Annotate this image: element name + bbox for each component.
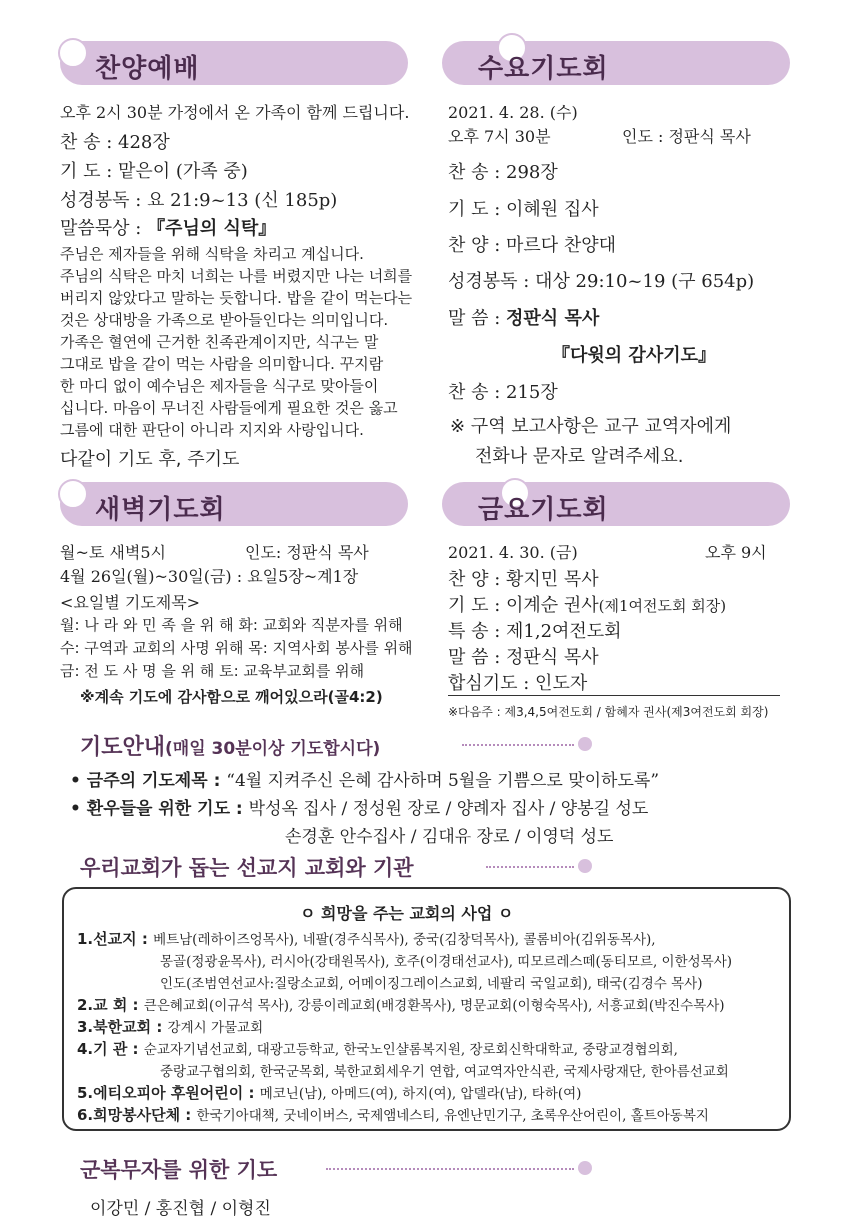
dawn-topics-header: <요일별 기도제목> (60, 593, 201, 612)
friday-prayer-title: 금요기도회 (478, 495, 609, 525)
military-title: 군복무자를 위한 기도 (80, 1158, 278, 1182)
wed-line: 성경봉독 : 대상 29:10~19 (구 654p) (448, 271, 755, 292)
fri-line (448, 591, 726, 617)
dawn-range: 4월 26일(월)~30일(금) : 요일5장~계1장 (60, 567, 359, 586)
prayer-topic-text: “4월 지켜주신 은혜 감사하며 5월을 기쁨으로 맞이하도록” (226, 771, 660, 791)
fri-line: 말 씀 : 정판식 목사 (448, 647, 599, 668)
dawn-leader: 인도: 정판식 목사 (245, 543, 369, 562)
prayer-guide-title: 기도안내 (80, 735, 166, 760)
praise-closing: 다같이 기도 후, 주기도 (60, 449, 240, 470)
mission-text: 베트남(레하이즈엉목사), 네팔(경주식목사), 중국(김창덕목사), 콜롬비아(김위동목사), (153, 932, 656, 948)
wed-time: 오후 7시 30분 (448, 127, 551, 146)
dawn-time: 월~토 새벽5시 (60, 543, 166, 562)
wednesday-prayer-title: 수요기도회 (478, 54, 609, 84)
dot-end-icon (578, 859, 592, 873)
sick-prayer-names: 박성옥 집사 / 정성원 장로 / 양례자 집사 / 양봉길 성도 (248, 799, 649, 819)
mission-row-6 (77, 1104, 709, 1125)
praise-line: 찬 송 : 428장 (60, 132, 170, 153)
praise-sermon (60, 214, 276, 240)
dawn-verse: ※계속 기도에 감사함으로 깨어있으라(골4:2) (80, 688, 383, 706)
dawn-topic: 월: 나 라 와 민 족 을 위 해 화: 교회와 직분자를 위해 (60, 616, 403, 634)
praise-body-line: 가족은 혈연에 근거한 친족관계이지만, 식구는 말 (60, 333, 379, 351)
fri-line: 특 송 : 제1,2여전도회 (448, 621, 622, 642)
mission-label: 2.교 회 : (77, 996, 144, 1014)
praise-body-line: 것은 상대방을 가족으로 받아들인다는 의미입니다. (60, 311, 389, 329)
wed-line: 찬 양 : 마르다 찬양대 (448, 235, 617, 256)
sermon-label: 말 씀 : (448, 308, 507, 329)
sick-prayer (70, 794, 648, 819)
dot-end-icon (578, 737, 592, 751)
fri-time: 오후 9시 (705, 543, 767, 562)
wed-notice: 전화나 문자로 알려주세요. (475, 446, 684, 467)
mission-label: 4.기 관 : (77, 1040, 144, 1058)
dotted-rule (486, 866, 574, 868)
wed-sermon-title: 『다윗의 감사기도』 (552, 345, 716, 366)
wed-hymn2: 찬 송 : 215장 (448, 382, 558, 403)
fri-line: 찬 양 : 황지민 목사 (448, 569, 599, 590)
fri-prayer-note: (제1여전도회 회장) (598, 597, 727, 615)
prayer-topic (70, 766, 659, 791)
mission-row-1 (77, 928, 656, 949)
circle-decoration-icon (58, 38, 88, 68)
praise-body-line: 십니다. 마음이 무너진 사람들에게 필요한 것은 옳고 (60, 399, 398, 417)
wed-sermon (448, 304, 599, 330)
mission-label: 1.선교지 : (77, 930, 154, 948)
mission-label: 3.북한교회 : (77, 1018, 168, 1036)
mission-text: 순교자기념선교회, 대광고등학교, 한국노인샬롬복지원, 장로회신학대학교, 중랑교경협의회, (143, 1042, 678, 1058)
prayer-topic-label: • 금주의 기도제목 : (70, 771, 227, 791)
dotted-rule (462, 744, 574, 746)
dawn-prayer-title: 새벽기도회 (95, 495, 226, 525)
wed-line: 기 도 : 이혜원 집사 (448, 199, 599, 220)
preacher: 정판식 목사 (506, 308, 600, 329)
fri-date: 2021. 4. 30. (금) (448, 543, 578, 562)
mission-row-2 (77, 994, 725, 1015)
praise-body-line: 주님의 식탁은 마치 너희는 나를 버렸지만 나는 너희를 (60, 267, 413, 285)
praise-body-line: 주님은 제자들을 위해 식탁을 차리고 계십니다. (60, 245, 364, 263)
mission-text: 한국기아대책, 굿네이버스, 국제앰네스티, 유엔난민기구, 초록우산어린이, 홀트아동복지 (196, 1108, 709, 1124)
praise-line: 오후 2시 30분 가정에서 온 가족이 함께 드립니다. (60, 103, 410, 122)
fri-next-week: ※다음주 : 제3,4,5여전도회 / 함혜자 권사(제3여전도회 회장) (448, 705, 769, 719)
mission-text: 강계시 가물교회 (167, 1020, 264, 1036)
missions-box-title: ㅇ 희망을 주는 교회의 사업 ㅇ (300, 904, 514, 923)
prayer-guide-subtitle: (매일 30분이상 기도합시다) (165, 739, 381, 759)
divider (448, 695, 780, 696)
fri-line: 합심기도 : 인도자 (448, 673, 588, 694)
military-names: 이강민 / 홍진협 / 이형진 (90, 1199, 271, 1219)
mission-text: 중랑교구협의회, 한국군목회, 북한교회세우기 연합, 여교역자안식관, 국제사랑재단, 한아름선교회 (160, 1064, 729, 1080)
mission-text: 몽골(정광윤목사), 러시아(강태원목사), 호주(이경태선교사), 띠모르레스떼(동티모르, 이한성목사) (160, 954, 733, 970)
dawn-topic: 수: 구역과 교회의 사명 위해 목: 지역사회 봉사를 위해 (60, 639, 413, 657)
circle-decoration-icon (58, 479, 88, 509)
dotted-rule (326, 1168, 574, 1170)
missions-title: 우리교회가 돕는 선교지 교회와 기관 (80, 856, 414, 880)
wed-leader: 인도 : 정판식 목사 (622, 127, 751, 146)
sick-prayer-label: • 환우들을 위한 기도 : (70, 799, 249, 819)
mission-text: 인도(조범연선교사:질랑소교회, 어메이징그레이스교회, 네팔리 국일교회), 태국(김경수 목사) (160, 976, 703, 992)
praise-worship-title: 찬양예배 (95, 54, 200, 84)
mission-row-4 (77, 1038, 678, 1059)
praise-line: 기 도 : 맡은이 (가족 중) (60, 161, 248, 182)
mission-label: 6.희망봉사단체 : (77, 1106, 197, 1124)
praise-body-line: 버리지 않았다고 말하는 듯합니다. 밥을 같이 먹는다는 (60, 289, 413, 307)
fri-prayer: 기 도 : 이계순 권사 (448, 595, 599, 616)
mission-row-3 (77, 1016, 263, 1037)
mission-row-5 (77, 1082, 581, 1103)
mission-text: 메코닌(남), 아메드(여), 하지(여), 압델라(남), 타하(여) (259, 1086, 582, 1102)
dot-end-icon (578, 1161, 592, 1175)
sermon-title: 『주님의 식탁』 (147, 218, 277, 239)
mission-text: 큰은혜교회(이규석 목사), 강릉이레교회(배경환목사), 명문교회(이형숙목사), 서흥교회(박진수목사) (143, 998, 725, 1014)
prayer-guide-heading (80, 730, 380, 761)
praise-body-line: 그름에 대한 판단이 아니라 지지와 사랑입니다. (60, 421, 364, 439)
wed-notice: ※ 구역 보고사항은 교구 교역자에게 (450, 416, 732, 437)
wed-date: 2021. 4. 28. (수) (448, 103, 578, 122)
praise-line: 성경봉독 : 요 21:9~13 (신 185p) (60, 190, 338, 211)
sermon-label: 말씀묵상 : (60, 218, 148, 239)
praise-body-line: 그대로 밥을 같이 먹는 사람을 의미합니다. 꾸지람 (60, 355, 384, 373)
sick-prayer-names-2: 손경훈 안수집사 / 김대유 장로 / 이영덕 성도 (285, 827, 614, 847)
wed-line: 찬 송 : 298장 (448, 162, 558, 183)
praise-body-line: 한 마디 없이 예수님은 제자들을 식구로 맞아들이 (60, 377, 379, 395)
dawn-topic: 금: 전 도 사 명 을 위 해 토: 교육부교회를 위해 (60, 662, 365, 680)
mission-label: 5.에티오피아 후원어린이 : (77, 1084, 260, 1102)
